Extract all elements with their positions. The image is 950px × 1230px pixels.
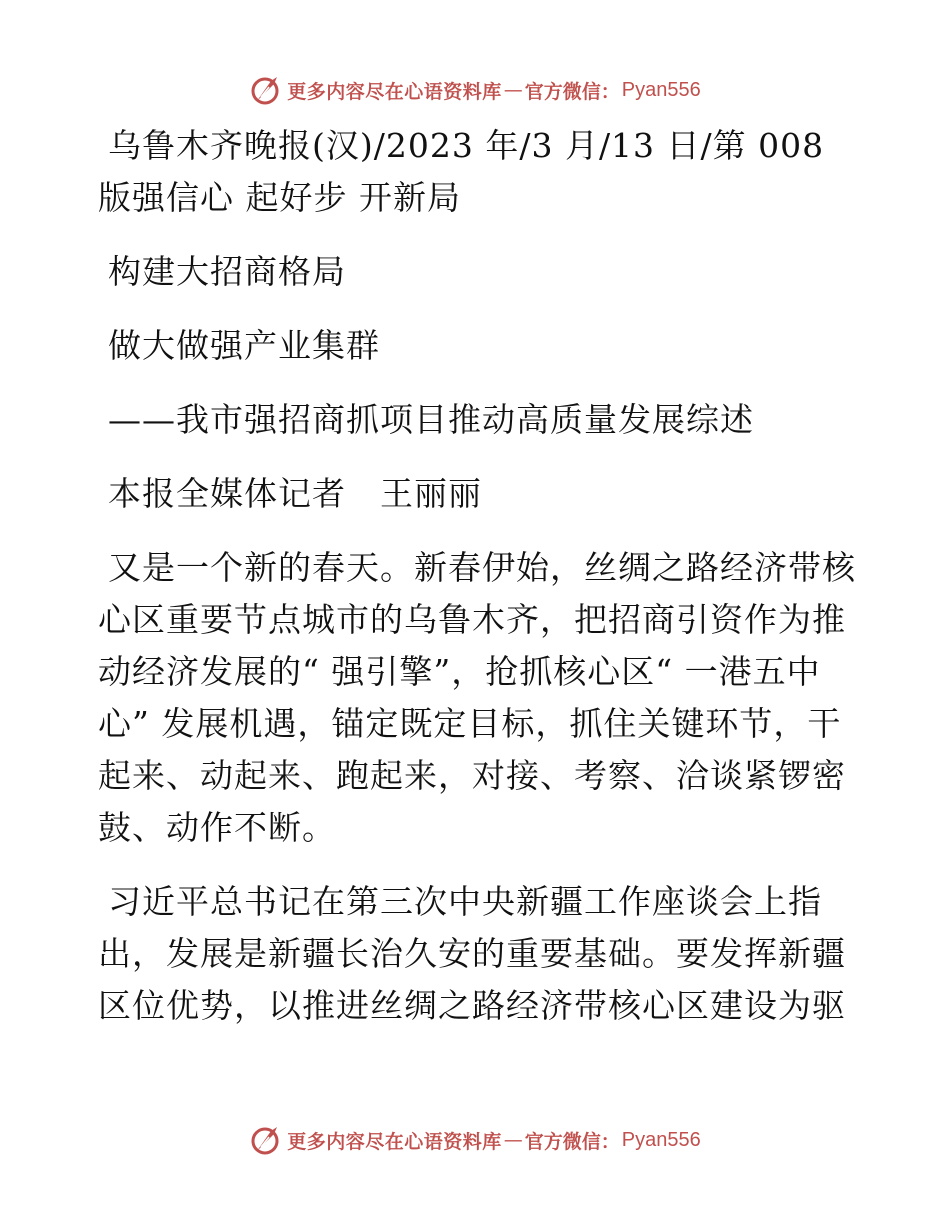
paragraph-1: 又是一个新的春天。新春伊始，丝绸之路经济带核心区重要节点城市的乌鲁木齐，把招商引资作为推动经济发展的“ 强引擎”，抢抓核心区“ 一港五中心” 发展机遇，锚定既定目标，抓住关键环节，干起来、动起来、跑起来，对接、考察、洽谈紧锣密鼓、动作不断。 bbox=[98, 548, 856, 847]
footer-banner bbox=[0, 1120, 950, 1160]
paragraph-2: 习近平总书记在第三次中央新疆工作座谈会上指出，发展是新疆长治久安的重要基础。要发挥新疆区位优势，以推进丝绸之路经济带核心区建设为驱 bbox=[98, 882, 846, 1025]
headline-1: 构建大招商格局 bbox=[108, 252, 346, 291]
banner-brand-text: 更多内容尽在心语资料库 bbox=[287, 1130, 502, 1153]
banner-account: Pyan556 bbox=[621, 1128, 701, 1151]
headline-2: 做大做强产业集群 bbox=[108, 326, 380, 365]
banner-wechat-label: 官方微信： bbox=[524, 1130, 620, 1153]
banner-account: Pyan556 bbox=[621, 78, 701, 101]
quill-pen-icon bbox=[249, 1123, 283, 1157]
banner-dash: — bbox=[503, 1129, 523, 1151]
subtitle: ——我市强招商抓项目推动高质量发展综述 bbox=[108, 400, 754, 439]
source-line: 乌鲁木齐晚报(汉)/2023 年/3 月/13 日/第 008 版强信心 起好步 开新局 bbox=[98, 126, 825, 217]
banner-dash: — bbox=[503, 79, 523, 101]
article-body bbox=[98, 120, 858, 1032]
quill-pen-icon bbox=[249, 73, 283, 107]
banner-wechat-label: 官方微信： bbox=[524, 80, 620, 103]
banner-brand-text: 更多内容尽在心语资料库 bbox=[287, 80, 502, 103]
header-banner bbox=[0, 70, 950, 110]
byline: 本报全媒体记者 王丽丽 bbox=[108, 474, 482, 513]
